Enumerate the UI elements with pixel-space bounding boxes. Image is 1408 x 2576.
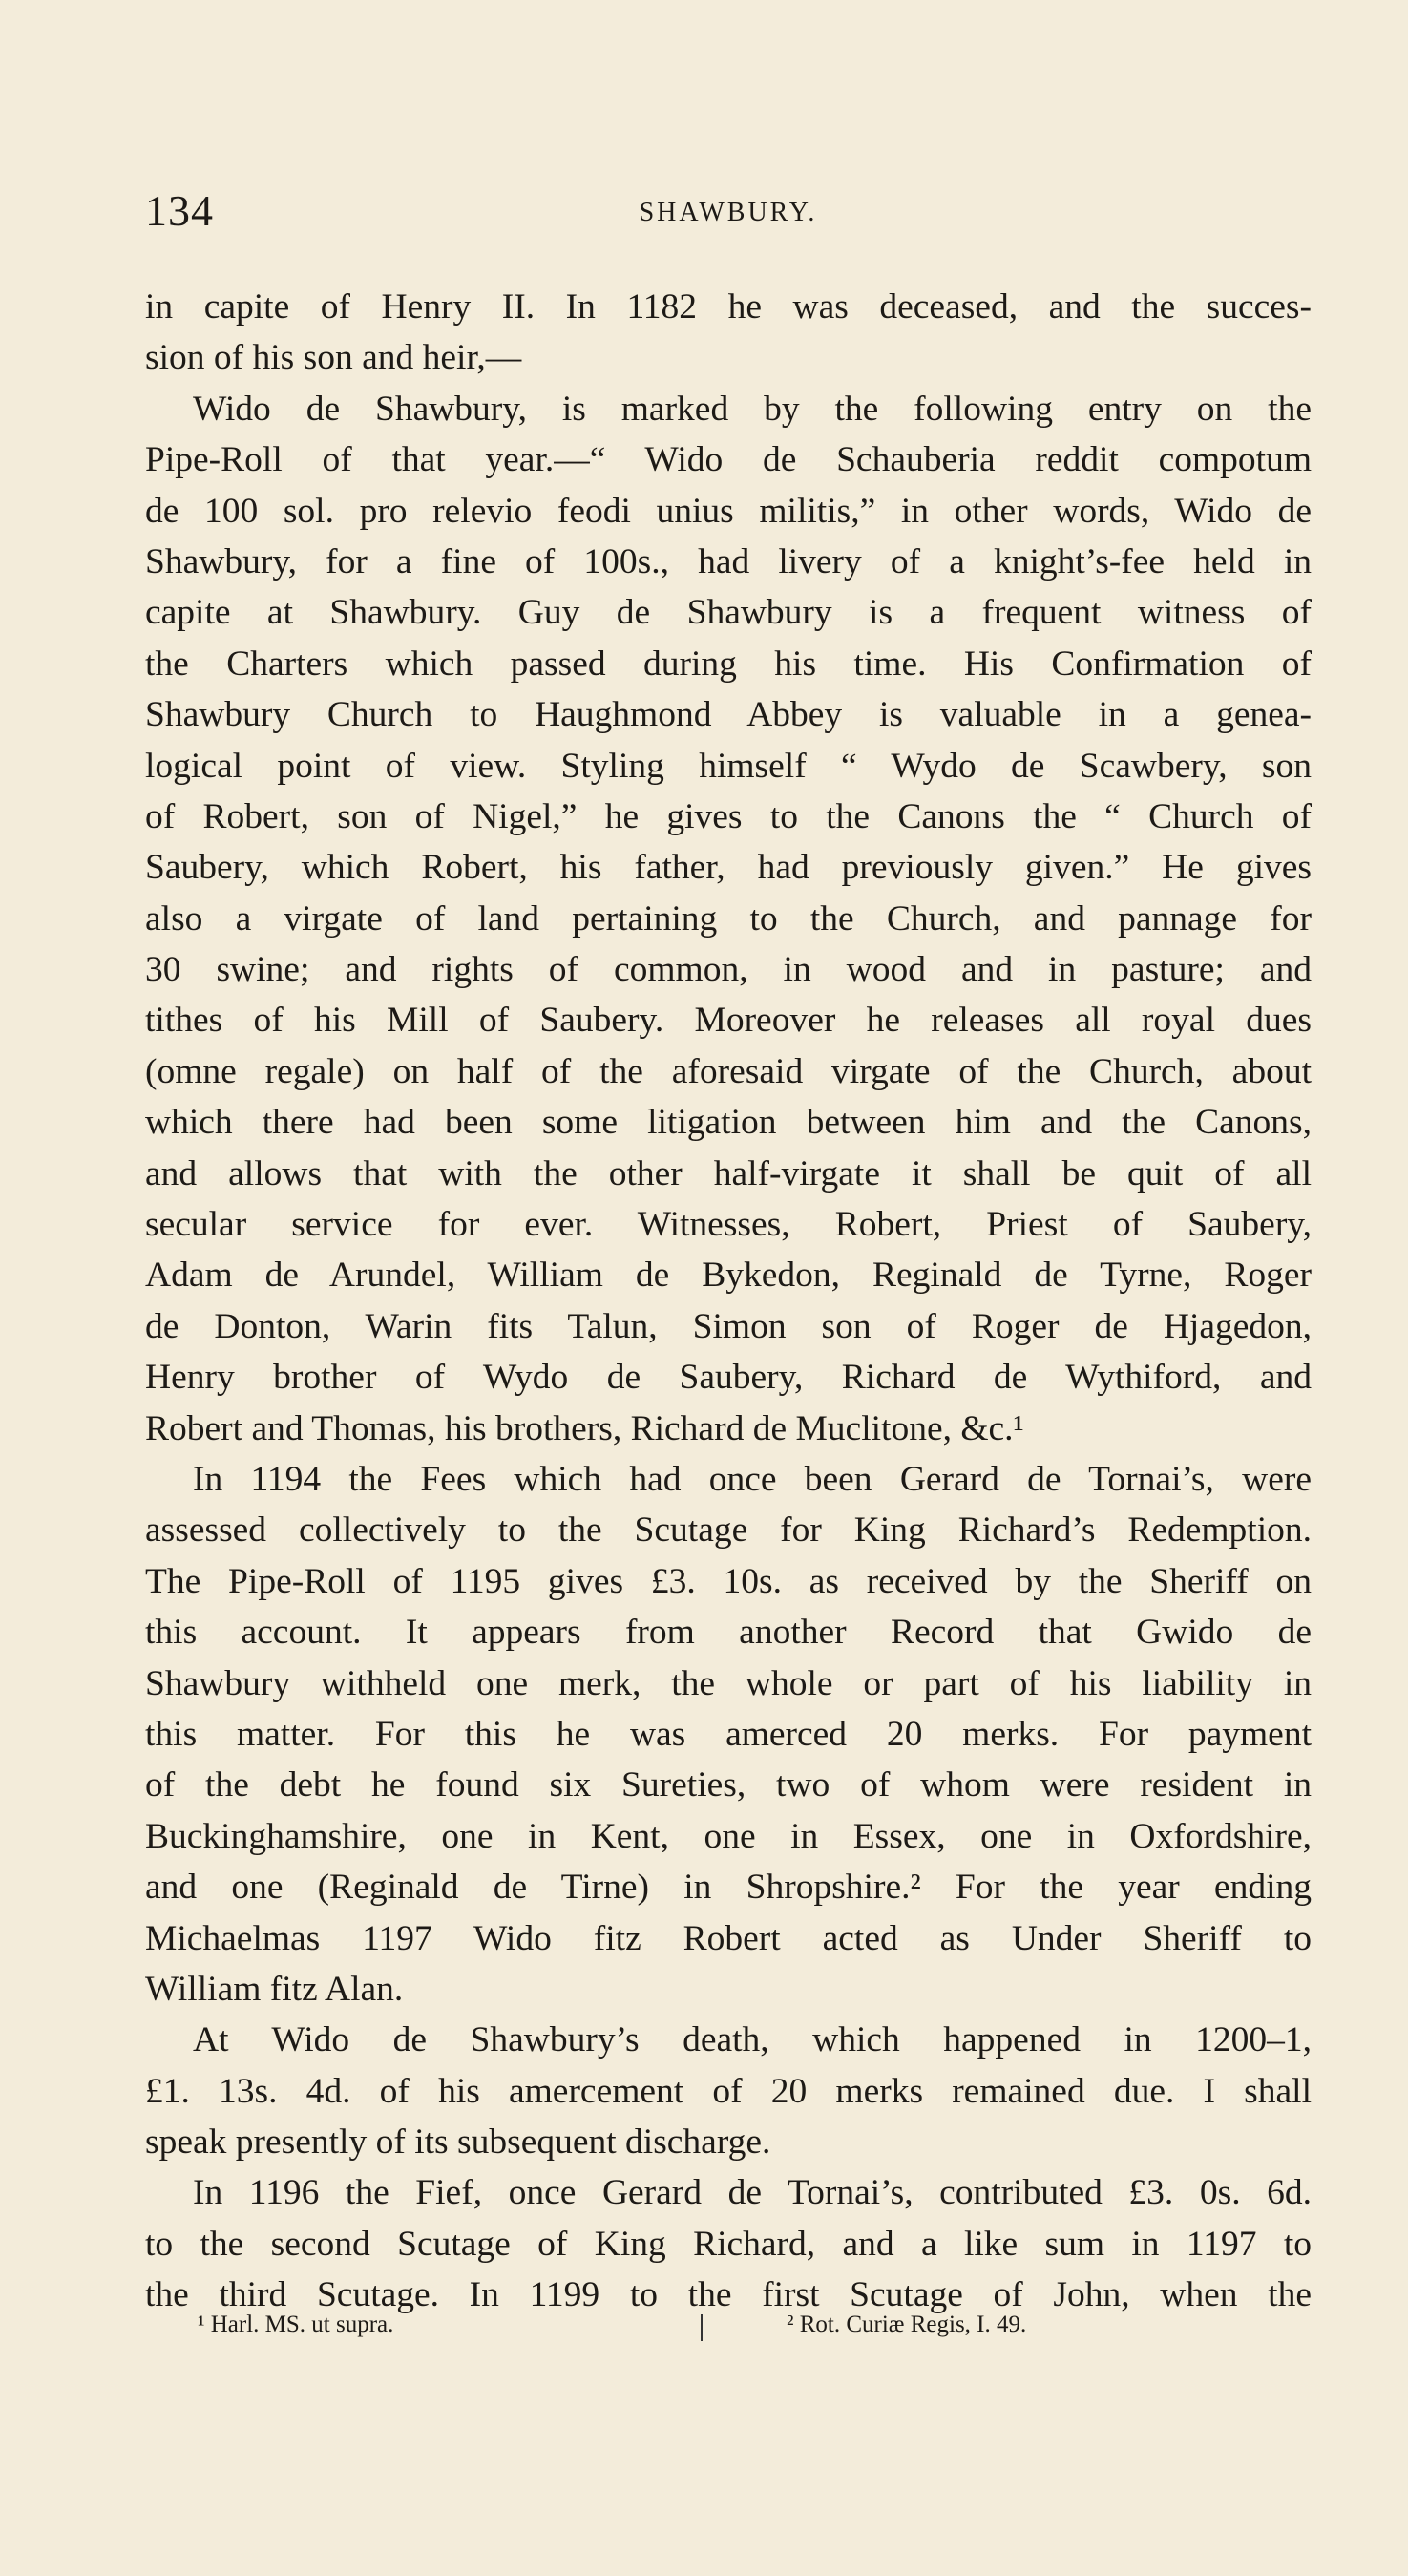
body-text xyxy=(145,282,1312,2321)
text-line: de Donton, Warin fits Talun, Simon son of Roger de Hjagedon, xyxy=(145,1306,1312,1346)
text-line: to the second Scutage of King Richard, and a like sum in 1197 to xyxy=(145,2224,1312,2264)
footnote-divider xyxy=(701,2314,703,2341)
text-line: William fitz Alan. xyxy=(145,1969,404,2009)
text-line: (omne regale) on half of the aforesaid virgate of the Church, about xyxy=(145,1051,1312,1091)
text-line: Buckinghamshire, one in Kent, one in Essex, one in Oxfordshire, xyxy=(145,1816,1312,1856)
text-line: Wido de Shawbury, is marked by the following entry on the xyxy=(193,389,1312,429)
text-line: the third Scutage. In 1199 to the first Scutage of John, when the xyxy=(145,2275,1312,2315)
footnote-2: ² Rot. Curiæ Regis, I. 49. xyxy=(787,2312,1027,2337)
text-line: In 1194 the Fees which had once been Gerard de Tornai’s, were xyxy=(193,1459,1312,1499)
text-line: capite at Shawbury. Guy de Shawbury is a frequent witness of xyxy=(145,593,1312,633)
text-line: sion of his son and heir,— xyxy=(145,338,522,378)
text-line: Shawbury Church to Haughmond Abbey is valuable in a genea- xyxy=(145,695,1312,735)
text-line: 30 swine; and rights of common, in wood and in pasture; and xyxy=(145,950,1312,990)
text-line: At Wido de Shawbury’s death, which happened in 1200–1, xyxy=(193,2020,1312,2060)
text-line: Shawbury withheld one merk, the whole or part of his liability in xyxy=(145,1663,1312,1703)
footnote-1: ¹ Harl. MS. ut supra. xyxy=(198,2312,394,2337)
text-line: Robert and Thomas, his brothers, Richard de Muclitone, &c.¹ xyxy=(145,1408,1024,1448)
text-line: In 1196 the Fief, once Gerard de Tornai’s, contributed £3. 0s. 6d. xyxy=(193,2173,1312,2213)
text-line: which there had been some litigation between him and the Canons, xyxy=(145,1103,1312,1143)
text-line: also a virgate of land pertaining to the Church, and pannage for xyxy=(145,898,1312,939)
text-line: of the debt he found six Sureties, two of whom were resident in xyxy=(145,1765,1312,1805)
text-line: and allows that with the other half-virgate it shall be quit of all xyxy=(145,1153,1312,1193)
page-number: 134 xyxy=(145,186,214,235)
text-line: Henry brother of Wydo de Saubery, Richard de Wythiford, and xyxy=(145,1358,1312,1398)
text-line: Saubery, which Robert, his father, had previously given.” He gives xyxy=(145,848,1312,888)
text-line: Pipe-Roll of that year.—“ Wido de Schauberia reddit compotum xyxy=(145,440,1312,480)
text-line: this matter. For this he was amerced 20 merks. For payment xyxy=(145,1714,1312,1754)
text-line: in capite of Henry II. In 1182 he was deceased, and the succes- xyxy=(145,287,1312,327)
running-head: SHAWBURY. xyxy=(639,198,818,227)
text-line: logical point of view. Styling himself “ Wydo de Scawbery, son xyxy=(145,746,1312,786)
page-header xyxy=(145,186,1312,246)
text-line: and one (Reginald de Tirne) in Shropshire.² For the year ending xyxy=(145,1868,1312,1908)
text-line: tithes of his Mill of Saubery. Moreover he releases all royal dues xyxy=(145,1001,1312,1041)
text-line: secular service for ever. Witnesses, Robert, Priest of Saubery, xyxy=(145,1205,1312,1245)
text-line: the Charters which passed during his time. His Confirmation of xyxy=(145,644,1312,684)
text-line: Adam de Arundel, William de Bykedon, Reginald de Tyrne, Roger xyxy=(145,1256,1312,1296)
text-line: The Pipe-Roll of 1195 gives £3. 10s. as received by the Sheriff on xyxy=(145,1561,1312,1601)
text-line: Michaelmas 1197 Wido fitz Robert acted as Under Sheriff to xyxy=(145,1918,1312,1958)
text-line: of Robert, son of Nigel,” he gives to the Canons the “ Church of xyxy=(145,796,1312,836)
text-line: assessed collectively to the Scutage for King Richard’s Redemption. xyxy=(145,1510,1312,1551)
text-line: £1. 13s. 4d. of his amercement of 20 merks remained due. I shall xyxy=(145,2071,1312,2111)
text-line: Shawbury, for a fine of 100s., had livery of a knight’s-fee held in xyxy=(145,541,1312,581)
text-line: this account. It appears from another Record that Gwido de xyxy=(145,1613,1312,1653)
text-line: de 100 sol. pro relevio feodi unius militis,” in other words, Wido de xyxy=(145,491,1312,531)
text-line: speak presently of its subsequent discharge. xyxy=(145,2122,771,2163)
